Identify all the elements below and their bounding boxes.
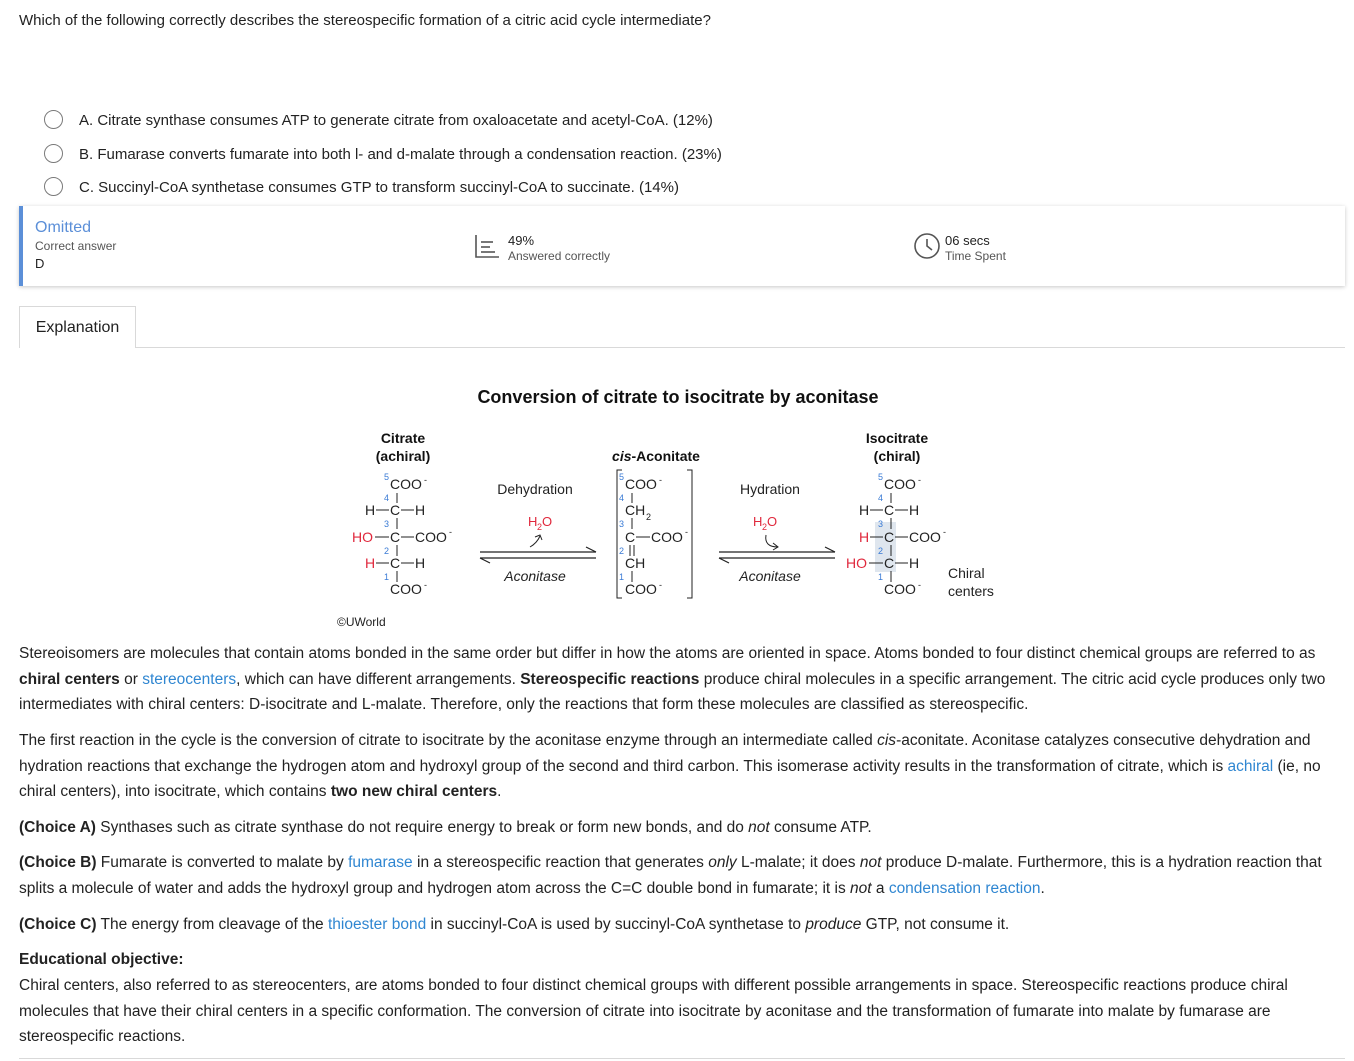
aconitase-diagram-svg (330, 380, 1030, 630)
isocitrate-structure (846, 472, 946, 597)
correct-answer-label: Correct answer (35, 239, 117, 253)
tab-explanation[interactable]: Explanation (19, 306, 136, 348)
svg-text:-: - (943, 527, 946, 537)
paragraph-choice-a: (Choice A) Synthases such as citrate synthase do not require energy to break or form new bonds, and do not consume ATP. (19, 819, 872, 836)
svg-text:COO: COO (884, 476, 916, 492)
svg-text:COO: COO (625, 476, 657, 492)
svg-text:C: C (884, 529, 895, 545)
question-stem: Which of the following correctly describes the stereospecific formation of a citric acid cycle intermediate? (19, 12, 711, 29)
svg-text:O: O (767, 514, 778, 529)
svg-text:-: - (659, 580, 662, 590)
svg-text:C: C (625, 529, 636, 545)
svg-text:3: 3 (619, 519, 625, 529)
svg-text:4: 4 (619, 493, 625, 503)
svg-text:-: - (659, 475, 662, 485)
step1-water: H (528, 514, 538, 529)
educational-objective-text: Chiral centers, also referred to as stereocenters, are atoms bonded to four distinct chemical groups with different possible arrangements in space. Stereospecific reactions produce chiral molecules that have their chiral centers in a specific conformation. The conversion of citrate into isocitrate by aconitase and the transformation of fumarate into malate by fumarase are stereospecific reactions. (19, 977, 1288, 1045)
citrate-structure (352, 472, 452, 597)
svg-text:3: 3 (384, 519, 390, 529)
choice-b-text: B. Fumarase converts fumarate into both l- and d-malate through a condensation reaction. (23%) (79, 146, 722, 163)
svg-text:2: 2 (384, 546, 390, 556)
radio-a[interactable] (44, 110, 63, 129)
svg-text:-: - (685, 527, 688, 537)
radio-b[interactable] (44, 144, 63, 163)
link-condensation-reaction[interactable]: condensation reaction (888, 879, 1041, 897)
radio-c[interactable] (44, 177, 63, 196)
choice-a-text: A. Citrate synthase consumes ATP to generate citrate from oxaloacetate and acetyl-CoA. (12%) (79, 112, 713, 129)
choice-c-text: C. Succinyl-CoA synthetase consumes GTP to transform succinyl-CoA to succinate. (14%) (79, 179, 679, 196)
aconitate-name: cis-Aconitate (612, 448, 700, 464)
chiral-label-2: centers (948, 583, 994, 599)
svg-text:H: H (415, 555, 426, 571)
svg-text:O: O (542, 514, 553, 529)
svg-text:-: - (449, 527, 452, 537)
copyright: ©UWorld (337, 615, 386, 629)
svg-text:1: 1 (384, 572, 390, 582)
svg-text:CH: CH (625, 555, 646, 571)
svg-text:2: 2 (646, 512, 652, 522)
svg-text:-: - (424, 580, 427, 590)
svg-text:COO: COO (415, 529, 447, 545)
svg-text:H: H (859, 529, 870, 545)
isocitrate-sub: (chiral) (873, 448, 921, 464)
educational-objective-title: Educational objective: (19, 951, 184, 968)
link-fumarase[interactable]: fumarase (348, 854, 413, 871)
svg-text:H: H (415, 502, 426, 518)
step1-label: Dehydration (497, 481, 573, 497)
svg-text:H: H (365, 555, 376, 571)
svg-text:COO: COO (390, 476, 422, 492)
citrate-sub: (achiral) (375, 448, 431, 464)
step1-enzyme: Aconitase (504, 568, 566, 584)
svg-text:C: C (884, 555, 895, 571)
clock-icon (913, 232, 941, 260)
paragraph-stereoisomers: Stereoisomers are molecules that contain atoms bonded in the same order but differ in how the atoms are oriented in space. Atoms bonded to four distinct chemical groups are referred to as chiral centers or stereocenters, which can have different arrangements. Stereospecific reactions produce chiral molecules in a specific arrangement. The citric acid cycle produces only two intermediates with chiral centers: D-isocitrate and L-malate. Therefore, only the reactions that form these molecules are classified as stereospecific. (19, 645, 1326, 713)
svg-text:C: C (390, 502, 401, 518)
diagram-title: Conversion of citrate to isocitrate by aconitase (477, 387, 879, 407)
svg-text:COO: COO (651, 529, 683, 545)
paragraph-aconitase: The first reaction in the cycle is the conversion of citrate to isocitrate by the aconitase enzyme through an intermediate called cis-aconitate. Aconitase catalyzes consecutive dehydration and hydration reactions that exchange the hydrogen atom and hydroxyl group of the second and third carbon. This isomerase activity results in the transformation of citrate, which is achiral (ie, no chiral centers), into isocitrate, which contains two new chiral centers. (19, 732, 1321, 800)
link-achiral[interactable]: achiral (1227, 757, 1274, 775)
svg-text:2: 2 (619, 546, 625, 556)
isocitrate-name: Isocitrate (865, 430, 929, 446)
svg-text:H: H (859, 502, 870, 518)
choice-c[interactable] (0, 175, 900, 201)
correct-answer-value: D (35, 256, 45, 271)
status-label: Omitted (35, 219, 92, 236)
svg-text:H: H (909, 555, 920, 571)
paragraph-choice-c: (Choice C) The energy from cleavage of the thioester bond in succinyl-CoA is used by succinyl-CoA synthetase to produce GTP, not consume it. (19, 916, 1010, 933)
svg-text:1: 1 (878, 572, 884, 582)
tab-divider (136, 347, 1345, 348)
svg-text:CH: CH (625, 502, 646, 518)
svg-text:4: 4 (878, 493, 884, 503)
svg-text:3: 3 (878, 519, 884, 529)
svg-text:-: - (918, 580, 921, 590)
svg-text:4: 4 (384, 493, 390, 503)
svg-text:H: H (365, 502, 376, 518)
svg-text:-: - (918, 475, 921, 485)
step2-label: Hydration (740, 481, 800, 497)
aconitase-diagram (330, 380, 1030, 630)
svg-text:5: 5 (619, 472, 625, 482)
svg-text:C: C (390, 555, 401, 571)
percent-correct-label: Answered correctly (508, 249, 611, 263)
svg-text:C: C (390, 529, 401, 545)
svg-text:H: H (909, 502, 920, 518)
svg-text:COO: COO (909, 529, 941, 545)
step2-water: H (753, 514, 763, 529)
svg-text:HO: HO (352, 529, 373, 545)
svg-text:1: 1 (619, 572, 625, 582)
svg-text:5: 5 (878, 472, 884, 482)
link-stereocenters[interactable]: stereocenters (142, 670, 237, 688)
choice-a[interactable] (0, 108, 900, 134)
svg-text:2: 2 (537, 522, 543, 532)
step2-enzyme: Aconitase (739, 568, 801, 584)
svg-text:HO: HO (846, 555, 867, 571)
percent-correct-value: 49% (508, 233, 535, 248)
svg-text:5: 5 (384, 472, 390, 482)
link-thioester-bond[interactable]: thioester bond (328, 916, 427, 933)
svg-text:COO: COO (625, 581, 657, 597)
water-out-arrow (530, 536, 540, 547)
time-spent-label: Time Spent (945, 249, 1006, 263)
citrate-name: Citrate (380, 430, 426, 446)
svg-text:-: - (424, 475, 427, 485)
svg-text:COO: COO (884, 581, 916, 597)
svg-text:C: C (884, 502, 895, 518)
time-spent-value: 06 secs (945, 233, 990, 248)
svg-text:2: 2 (878, 546, 884, 556)
paragraph-choice-b: (Choice B) Fumarate is converted to malate by fumarase in a stereospecific reaction that generates only L-malate; it does not produce D-malate. Furthermore, this is a hydration reaction that splits a molecule of water and adds the hydroxyl group and hydrogen atom across the C=C double bond in fumarate; it is not a condensation reaction. (19, 854, 1322, 897)
chiral-label-1: Chiral (948, 565, 985, 581)
bottom-divider (19, 1058, 1345, 1059)
svg-text:2: 2 (762, 522, 768, 532)
result-stats-panel (19, 206, 1345, 286)
svg-text:COO: COO (390, 581, 422, 597)
aconitate-structure (617, 470, 692, 598)
bar-chart-icon (473, 232, 501, 260)
choice-b[interactable] (0, 142, 900, 168)
